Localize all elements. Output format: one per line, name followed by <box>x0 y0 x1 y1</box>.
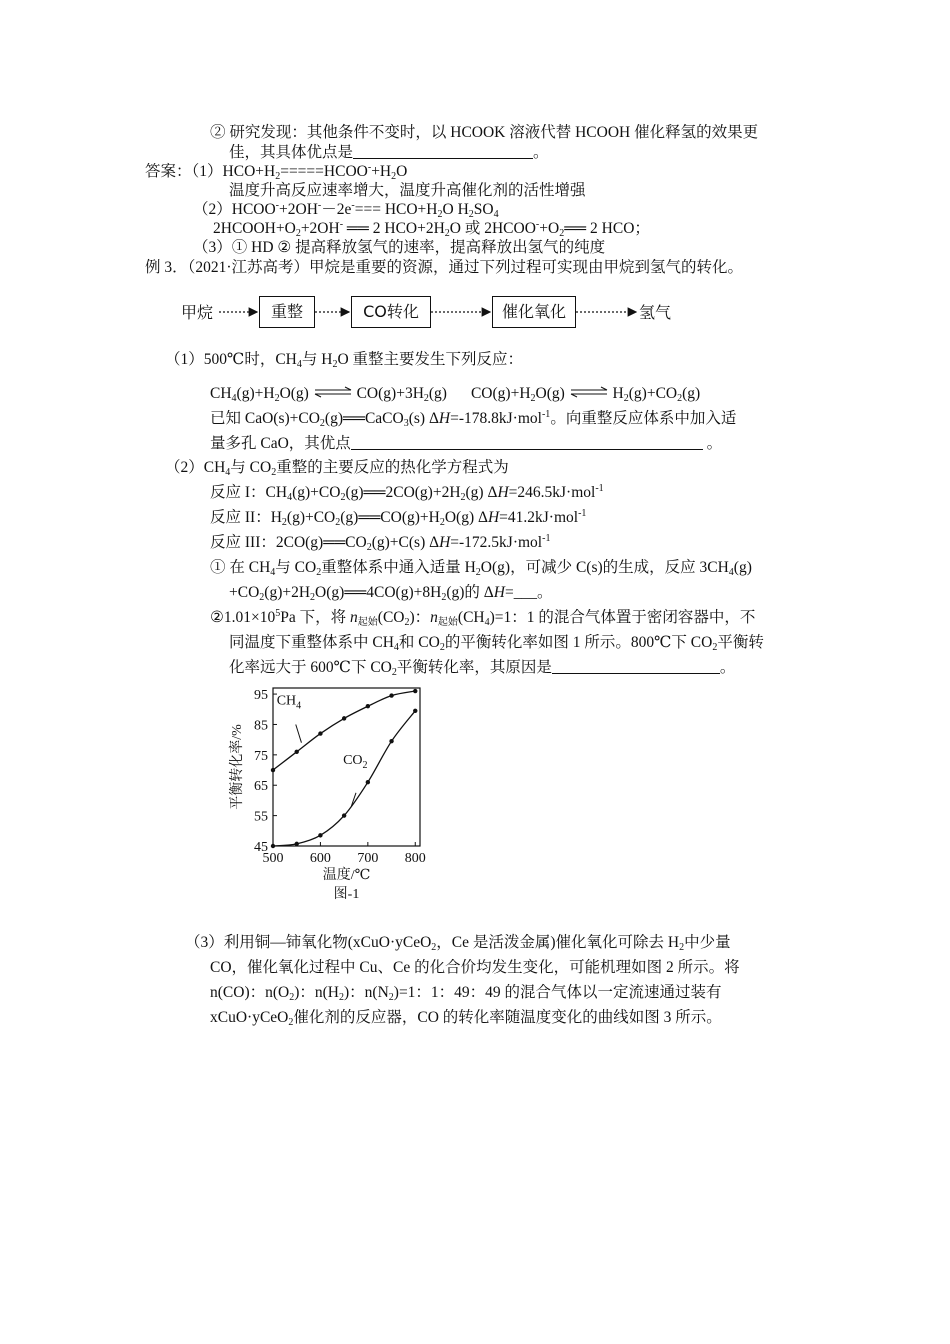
text: HCO+H <box>222 163 276 180</box>
text: SO <box>473 201 494 218</box>
text: O 或 2HCOO <box>449 220 536 237</box>
sub: 2 <box>271 467 277 478</box>
sub: 2 <box>275 171 281 182</box>
sub: 2 <box>431 942 437 953</box>
part1-reactions <box>210 384 700 404</box>
y-tick-label: 65 <box>254 779 268 795</box>
text: (g)+H <box>236 385 275 402</box>
text: 同温度下重整体系中 CH <box>229 634 394 651</box>
sub: 2 <box>281 517 287 528</box>
text: Pa 下，将 <box>280 609 351 626</box>
data-point-CO2 <box>413 709 417 713</box>
figure-1-chart <box>225 680 455 910</box>
y-tick-label: 75 <box>254 748 268 764</box>
text: 与 H <box>301 351 333 368</box>
series-leader-CH4 <box>296 724 302 742</box>
answer-line1 <box>145 162 407 182</box>
text: +2OH <box>300 220 340 237</box>
sub: 2 <box>439 642 445 653</box>
text: +O <box>539 220 560 237</box>
text: （3）利用铜—铈氧化物(xCuO·yCeO <box>185 934 432 951</box>
text: H <box>612 385 624 402</box>
text: ① 在 CH <box>210 559 271 576</box>
data-point-CO2 <box>271 844 275 848</box>
text: n(CO)：n(O <box>210 984 290 1001</box>
text: (g)══CO(g)+H <box>340 509 440 526</box>
question-1-line2 <box>229 583 552 603</box>
sup: - <box>275 200 280 211</box>
equilibrium-arrow <box>569 386 609 398</box>
sup: - <box>351 200 355 211</box>
sub: 3 <box>403 418 409 429</box>
sup: -1 <box>541 409 551 420</box>
sub: 2 <box>679 942 685 953</box>
sub: 2 <box>310 592 316 603</box>
sub: 2 <box>441 592 447 603</box>
sub: 2 <box>340 492 346 503</box>
sub: 4 <box>393 642 399 653</box>
text: 重整体系中通入适量 H <box>321 559 476 576</box>
data-point-CH4 <box>389 693 393 697</box>
sup: -1 <box>542 533 551 544</box>
text: （2）HCOO <box>193 201 276 218</box>
text: 化率远大于 600℃下 CO <box>229 659 392 676</box>
x-tick-label: 700 <box>357 851 379 866</box>
text: (g)的 Δ <box>446 584 494 601</box>
text: +CO <box>229 584 260 601</box>
answer-line5 <box>193 238 605 258</box>
x-tick-label: 600 <box>309 851 331 866</box>
text: 。 <box>702 435 723 452</box>
series-line-CO2 <box>273 711 415 846</box>
sub: 4 <box>225 467 231 478</box>
sub: 2 <box>288 1017 294 1028</box>
var: H <box>487 509 500 526</box>
sub: 2 <box>339 992 344 1003</box>
sub: 4 <box>484 617 490 628</box>
answer-blank[interactable] <box>353 143 533 159</box>
sub: 2 <box>444 228 450 239</box>
text: 和 CO <box>398 634 440 651</box>
data-point-CH4 <box>342 716 346 720</box>
text: (g) <box>428 385 447 402</box>
text: 例 3．（2021·江苏高考）甲烷是重要的资源，通过下列过程可实现由甲烷到氢气的转化。 <box>145 259 744 276</box>
text: 佳，其具体优点是 <box>229 144 354 161</box>
data-point-CO2 <box>389 739 393 743</box>
reaction-3 <box>210 533 550 553</box>
part1-head <box>165 350 523 370</box>
x-tick-label: 800 <box>404 851 426 866</box>
data-point-CH4 <box>295 750 299 754</box>
var: H <box>493 584 505 601</box>
text: )： <box>409 609 431 626</box>
text: )=1：1 的混合气体置于密闭容器中，不 <box>489 609 756 626</box>
sup: 5 <box>275 608 281 619</box>
sub: 2 <box>335 517 341 528</box>
text: =246.5kJ·mol <box>508 484 596 501</box>
data-point-CH4 <box>413 689 417 693</box>
text: 反应 III：2CO(g)══CO <box>210 534 367 551</box>
text: 。 <box>719 659 736 676</box>
text: （2）CH <box>165 459 226 476</box>
text: +2OH <box>279 201 318 218</box>
sub: 2 <box>439 517 445 528</box>
sub: 4 <box>728 567 734 578</box>
question-2-line3 <box>229 658 735 678</box>
flow-arrows <box>0 293 950 333</box>
sub: 2 <box>437 209 443 220</box>
question-2-line1 <box>210 608 755 628</box>
text: 2HCOOH+O <box>213 220 296 237</box>
series-label-sub: 2 <box>362 759 368 771</box>
y-tick-label: 85 <box>254 718 268 734</box>
sup: - <box>317 200 322 211</box>
text: ②1.01×10 <box>210 609 276 626</box>
var: H <box>439 534 451 551</box>
answer-blank[interactable] <box>351 434 703 450</box>
text: 平衡转化率，其原因是 <box>396 659 552 676</box>
sub: 2 <box>423 393 429 404</box>
text: O H <box>442 201 469 218</box>
text: =41.2kJ·mol <box>499 509 579 526</box>
series-label-CH4 <box>277 694 301 712</box>
text: (g)+C(s) Δ <box>371 534 440 551</box>
text: 已知 CaO(s)+CO <box>210 410 320 427</box>
y-tick-label: 55 <box>254 809 268 825</box>
sub: 2 <box>468 209 474 220</box>
text: (CH <box>457 609 485 626</box>
reaction-1 <box>210 483 604 503</box>
sub: 2 <box>274 393 280 404</box>
text: (g)+CO <box>292 484 341 501</box>
sub: 4 <box>270 567 276 578</box>
question-2-line2 <box>229 633 764 653</box>
text: 温度升高反应速率增大，温度升高催化剂的活性增强 <box>229 182 586 199</box>
series-label-main: CH <box>276 693 297 709</box>
text: =====HCOO <box>280 163 368 180</box>
text: =-178.8kJ·mol <box>450 410 542 427</box>
text: O(g)══4CO(g)+8H <box>315 584 442 601</box>
text: 。向重整反应体系中加入适 <box>550 410 737 427</box>
text: ══ 2 HCO； <box>564 220 650 237</box>
text: (g)+CO <box>628 385 678 402</box>
question-1-line1 <box>210 558 752 578</box>
text: (g) Δ <box>465 484 498 501</box>
sub: 2 <box>259 592 265 603</box>
part3-line3 <box>210 983 722 1003</box>
series-label-main: CO <box>343 752 363 768</box>
text: CO，催化氧化过程中 Cu、Ce 的化合价均发生变化，可能机理如图 2 所示。将 <box>210 959 740 976</box>
part1-advantage <box>210 434 722 454</box>
text: )：n(N <box>344 984 389 1001</box>
sub: 2 <box>289 992 295 1003</box>
sub: 2 <box>712 642 718 653</box>
part1-known <box>210 409 736 429</box>
data-point-CO2 <box>342 813 346 817</box>
text: +H <box>371 163 392 180</box>
part3-line4 <box>210 1008 722 1028</box>
sup: - <box>367 162 372 173</box>
sup: - <box>535 219 540 230</box>
equilibrium-arrow <box>313 386 353 398</box>
sub: 起始 <box>357 617 378 628</box>
text: =-172.5kJ·mol <box>450 534 543 551</box>
sub: 4 <box>231 393 237 404</box>
data-point-CO2 <box>366 780 370 784</box>
text: )=1：1：49：49 的混合气体以一定流速通过装有 <box>393 984 722 1001</box>
sub: 2 <box>623 393 629 404</box>
text: === HCO+H <box>354 201 438 218</box>
sub: 2 <box>559 228 565 239</box>
sub: 2 <box>391 667 397 678</box>
sub: 2 <box>316 567 322 578</box>
x-tick-label: 500 <box>262 851 284 866</box>
text: O(g) <box>535 385 565 402</box>
text: ② 研究发现：其他条件不变时，以 HCOOK 溶液代替 HCOOH 催化释氢的效果更 <box>210 124 759 141</box>
text: 反应 I：CH <box>210 484 288 501</box>
text: 。 <box>533 144 549 161</box>
text: (s) Δ <box>408 410 439 427</box>
text: 量多孔 CaO，其优点 <box>210 435 351 452</box>
text: 重整的主要反应的热化学方程式为 <box>276 459 509 476</box>
text: (g)+2H <box>264 584 311 601</box>
part3-line2 <box>210 958 740 978</box>
data-point-CH4 <box>366 704 370 708</box>
text: (g)+CO <box>286 509 336 526</box>
text: 平衡转 <box>717 634 764 651</box>
reaction-2 <box>210 508 586 528</box>
var: n <box>430 609 438 626</box>
flow-step-co-shift: CO转化 <box>351 296 431 328</box>
text: 中少量 <box>684 934 731 951</box>
sub: 2 <box>460 492 466 503</box>
sub: 4 <box>493 209 499 220</box>
answer-line2 <box>229 181 586 201</box>
text: O(g)，可减少 C(s)的生成，反应 3CH <box>480 559 729 576</box>
sub: 4 <box>296 359 302 370</box>
text: 与 CO <box>230 459 272 476</box>
flow-end: 氢气 <box>639 303 672 322</box>
text: （1） <box>191 163 223 180</box>
sub: 2 <box>332 359 338 370</box>
part2-head <box>165 458 509 478</box>
text: =___。 <box>504 584 553 601</box>
sub: 2 <box>391 171 397 182</box>
answer-label: 答案： <box>145 163 192 180</box>
y-tick-label: 45 <box>254 840 268 855</box>
var: H <box>497 484 509 501</box>
part3-line1 <box>185 933 731 953</box>
data-point-CO2 <box>295 842 299 846</box>
var: H <box>438 410 451 427</box>
series-label-CO2 <box>343 753 367 771</box>
series-label-sub: 4 <box>296 700 302 712</box>
data-point-CO2 <box>318 833 322 837</box>
sub: 2 <box>677 393 683 404</box>
text: O <box>396 163 408 180</box>
y-tick-label: 95 <box>254 688 268 704</box>
sub: 2 <box>319 418 325 429</box>
sub: 2 <box>475 567 481 578</box>
text: 催化剂的反应器，CO 的转化率随温度变化的曲线如图 3 所示。 <box>293 1009 722 1026</box>
text: O(g) Δ <box>444 509 488 526</box>
text: )：n(H <box>294 984 339 1001</box>
text: O(g) <box>279 385 309 402</box>
text: (g)══CaCO <box>324 410 404 427</box>
text: （1）500℃时，CH <box>165 351 297 368</box>
x-axis-label: 温度/℃ <box>322 868 371 883</box>
data-point-CH4 <box>271 768 275 772</box>
text: CO(g)+3H <box>356 385 424 402</box>
text: (g)══2CO(g)+2H <box>345 484 461 501</box>
sub: 4 <box>287 492 293 503</box>
flow-step-reforming: 重整 <box>259 296 315 328</box>
text: 反应 II：H <box>210 509 282 526</box>
text: (CO <box>377 609 405 626</box>
answer-line3 <box>193 200 499 220</box>
text: （3）① HD ② 提高释放氢气的速率，提高释放出氢气的纯度 <box>193 239 606 256</box>
data-point-CH4 <box>318 731 322 735</box>
sub: 起始 <box>437 617 458 628</box>
chart-title: 图-1 <box>333 887 360 902</box>
text: CO(g)+H <box>470 385 531 402</box>
sub: 2 <box>530 393 536 404</box>
text: O 重整主要发生下列反应： <box>337 351 524 368</box>
text: 的平衡转化率如图 1 所示。800℃下 CO <box>444 634 713 651</box>
var: n <box>350 609 358 626</box>
answer-blank[interactable] <box>552 658 720 674</box>
text: (g) <box>682 385 701 402</box>
text: xCuO·yCeO <box>210 1009 289 1026</box>
q2-part2-line2 <box>229 143 549 163</box>
text: －2e <box>321 201 352 218</box>
sub: 2 <box>404 617 410 628</box>
y-axis-label: 平衡转化率/% <box>230 724 245 810</box>
text: ══ 2 HCO+2H <box>343 220 445 237</box>
text: ，Ce 是活泼金属)催化氧化可除去 H <box>436 934 680 951</box>
q2-part2-line1 <box>210 123 758 143</box>
example-3-title <box>145 258 743 278</box>
flow-start: 甲烷 <box>181 303 214 322</box>
text: 与 CO <box>275 559 317 576</box>
sup: -1 <box>595 483 604 494</box>
sub: 2 <box>388 992 394 1003</box>
sup: - <box>339 219 344 230</box>
text: (g) <box>733 559 752 576</box>
answer-line4 <box>213 219 650 239</box>
sub: 2 <box>295 228 301 239</box>
sup: -1 <box>578 508 587 519</box>
sub: 2 <box>366 542 372 553</box>
text: CH <box>210 385 232 402</box>
flow-step-catalytic-oxidation: 催化氧化 <box>492 296 576 328</box>
